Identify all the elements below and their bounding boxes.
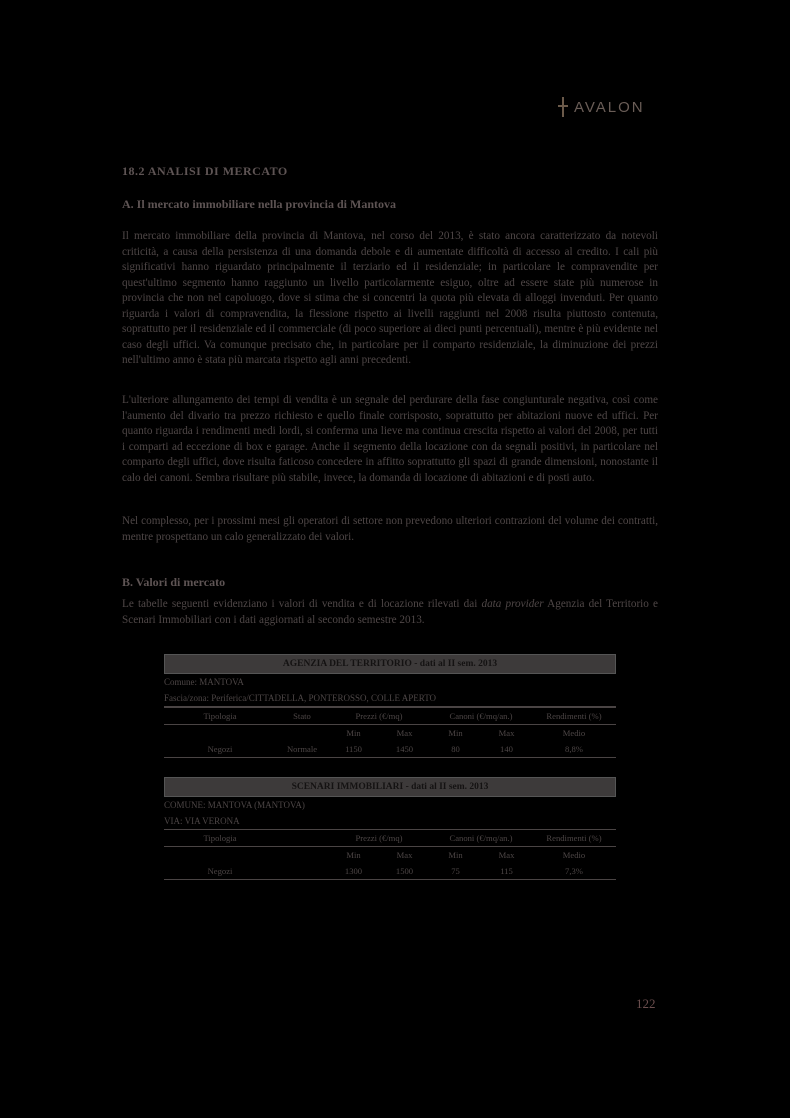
cell-canone-min: 75: [451, 866, 460, 876]
table-scenari-immobiliari: [164, 777, 616, 880]
sub-max: Max: [396, 850, 413, 860]
table-agenzia-territorio: [164, 654, 616, 758]
table-header-row: [164, 829, 616, 846]
table-header-row: [164, 707, 616, 724]
header-prezzi: Prezzi (€/mq): [355, 833, 403, 843]
sub-min: Min: [448, 728, 463, 738]
paragraph-1: Il mercato immobiliare della provincia di Mantova, nel corso del 2013, è stato ancora caratterizzato da notevoli criticità, a causa della persistenza di una domanda debole e di aumentate difficoltà di accesso al credito. I cali più significativi hanno riguardato principalmente il terziario ed il residenziale; in particolare le compravendite per quest'ultimo segmento hanno raggiunto un livello particolarmente esiguo, oltre ad essere state più numerose in provincia che non nel capoluogo, dove si stima che si concentri la quota più elevata di alloggi invenduti. Per quanto riguarda i valori di compravendita, la flessione rispetto ai livelli raggiunti nel 2008 risulta piuttosto contenuta, soprattutto per il residenziale ed il commerciale (di poco superiore ai dieci punti percentuali), mentre è più evidente nel caso degli uffici. Va comunque precisato che, in particolare per il comparto residenziale, la diminuzione dei prezzi nell'ultimo anno è stata più marcata rispetto agli anni precedenti.: [122, 230, 658, 366]
brand-name: AVALON: [574, 98, 645, 116]
header-tipologia: Tipologia: [203, 711, 237, 721]
avalon-logo: [558, 96, 645, 118]
table-subheader-row: [164, 724, 616, 741]
table-title: AGENZIA DEL TERRITORIO - dati al II sem. 2013: [164, 654, 616, 674]
cell-canone-max: 115: [500, 866, 513, 876]
page-number: 122: [636, 996, 656, 1011]
section-title: 18.2 ANALISI DI MERCATO: [122, 164, 288, 178]
header-stato: Stato: [293, 711, 311, 721]
subsection-b-title: B. Valori di mercato: [122, 575, 226, 589]
header-rendimenti: Rendimenti (%): [546, 711, 602, 721]
sub-min: Min: [346, 728, 361, 738]
subsection-a-title: A. Il mercato immobiliare nella provincia di Mantova: [122, 197, 396, 211]
sub-max: Max: [498, 850, 515, 860]
sub-max: Max: [396, 728, 413, 738]
table-comune: COMUNE: MANTOVA (MANTOVA): [164, 800, 305, 810]
table-subheader-row: [164, 846, 616, 863]
paragraph-4: Le tabelle seguenti evidenziano i valori di vendita e di locazione rilevati dai data provider Agenzia del Territorio e Scenari Immobiliari con i dati aggiornati al secondo semestre 2013.: [122, 598, 658, 626]
cell-tipologia: Negozi: [207, 744, 233, 754]
header-rendimenti: Rendimenti (%): [546, 833, 602, 843]
paragraph-2: L'ulteriore allungamento dei tempi di vendita è un segnale del perdurare della fase congiunturale negativa, così come l'aumento del divario tra prezzo richiesto e quello finale corrisposto, soprattutto per abitazioni nuove ed uffici. Per quanto riguarda i rendimenti medi lordi, si conferma una lieve ma continua crescita rispetto ai valori del 2008, per tutti i comparti ad eccezione di box e garage. Anche il segmento della locazione con da segnali positivi, in particolare nel comparto degli uffici, dove risulta faticoso concedere in affitto soprattutto gli spazi di grande dimensioni, nonostante il calo dei canoni. Sembra risultare più stabile, invece, la domanda di locazione di abitazioni e di posti auto.: [122, 394, 658, 484]
header-tipologia: Tipologia: [203, 833, 237, 843]
cell-stato: Normale: [286, 744, 318, 754]
sub-medio: Medio: [562, 728, 586, 738]
cell-prezzo-min: 1150: [345, 744, 362, 754]
table-comune: Comune: MANTOVA: [164, 677, 244, 687]
sub-min: Min: [346, 850, 361, 860]
cell-rendimento: 8,8%: [565, 744, 583, 754]
cell-prezzo-max: 1500: [395, 866, 414, 876]
cell-canone-min: 80: [451, 744, 460, 754]
cell-prezzo-max: 1450: [395, 744, 414, 754]
header-prezzi: Prezzi (€/mq): [355, 711, 403, 721]
sub-max: Max: [498, 728, 515, 738]
cell-prezzo-min: 1300: [344, 866, 363, 876]
logo-mark-icon: [558, 97, 568, 117]
header-canoni: Canoni (€/mq/an.): [449, 833, 513, 843]
table-row: [164, 863, 616, 880]
cell-rendimento: 7,3%: [565, 866, 583, 876]
sub-min: Min: [448, 850, 463, 860]
table-via: VIA: VIA VERONA: [164, 816, 240, 826]
header-canoni: Canoni (€/mq/an.): [449, 711, 513, 721]
table-zona: Fascia/zona: Periferica/CITTADELLA, PONTEROSSO, COLLE APERTO: [164, 690, 616, 707]
cell-tipologia: Negozi: [207, 866, 233, 876]
table-title: SCENARI IMMOBILIARI - dati al II sem. 2013: [164, 777, 616, 797]
sub-medio: Medio: [562, 850, 586, 860]
table-row: [164, 741, 616, 758]
paragraph-3: Nel complesso, per i prossimi mesi gli operatori di settore non prevedono ulteriori contrazioni del volume dei contratti, mentre prospettano un calo generalizzato dei valori.: [122, 515, 658, 543]
cell-canone-max: 140: [500, 744, 513, 754]
